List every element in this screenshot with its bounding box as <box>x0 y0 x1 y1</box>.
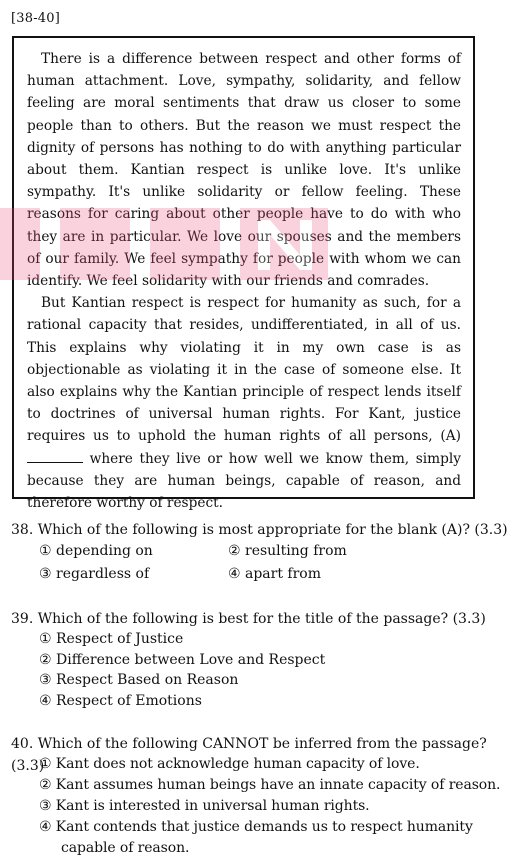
q40-option-2[interactable]: ② Kant assumes human beings have an innate capacity of reason. <box>39 777 501 793</box>
q39-option-2[interactable]: ② Difference between Love and Respect <box>39 652 326 668</box>
q40-option-3[interactable]: ③ Kant is interested in universal human rights. <box>39 798 370 814</box>
passage-paragraph-2-start: But Kantian respect is respect for humanity as such, for a rational capacity that resides, undifferentiated, in all of us. This explains why violating it in my own case is as objectionable as violating it in the case of someone else. It also explains why the Kantian principle of respect lends itself to doctrines of universal human rights. For Kant, justice requires us to uphold the human rights of all persons, (A) <box>27 295 461 445</box>
q40-option-1[interactable]: ① Kant does not acknowledge human capacity of love. <box>39 756 420 772</box>
q38-option-3[interactable]: ③ regardless of <box>39 566 150 582</box>
q38-option-4[interactable]: ④ apart from <box>228 566 322 582</box>
q39-option-4[interactable]: ④ Respect of Emotions <box>39 693 202 709</box>
q40-option-4-continued: capable of reason. <box>61 840 190 856</box>
passage-paragraph-1: There is a difference between respect and other forms of human attachment. Love, sympathy, solidarity, and fellow feeling are moral sentiments that draw us closer to some people than to others. But the reason we must respect the dignity of persons has nothing to do with anything particular about them. Kantian respect is unlike love. It's unlike sympathy. It's unlike solidarity or fellow feeling. These reasons for caring about other people have to do with who they are in particular. We love our spouses and the members of our family. We feel sympathy for people with whom we can identify. We feel solidarity with our friends and comrades. <box>27 51 461 290</box>
passage-paragraph-2 <box>27 292 461 514</box>
question-40-stem: 40. Which of the following CANNOT be inferred from the passage? (3.3) <box>11 736 487 774</box>
blank-a <box>27 450 83 463</box>
q38-option-2[interactable]: ② resulting from <box>228 543 347 559</box>
q39-option-3[interactable]: ③ Respect Based on Reason <box>39 672 239 688</box>
q39-option-1[interactable]: ① Respect of Justice <box>39 631 184 647</box>
passage-paragraph-2-end: where they live or how well we know them, simply because they are human beings, capable of reason, and therefore worthy of respect. <box>27 450 461 512</box>
q40-option-4[interactable]: ④ Kant contends that justice demands us to respect humanity <box>39 819 473 835</box>
question-39-stem: 39. Which of the following is best for the title of the passage? (3.3) <box>11 611 486 627</box>
passage-box <box>12 36 475 512</box>
section-header: [38-40] <box>11 11 61 26</box>
question-38-stem: 38. Which of the following is most appropriate for the blank (A)? (3.3) <box>11 522 508 538</box>
q38-option-1[interactable]: ① depending on <box>39 543 153 559</box>
